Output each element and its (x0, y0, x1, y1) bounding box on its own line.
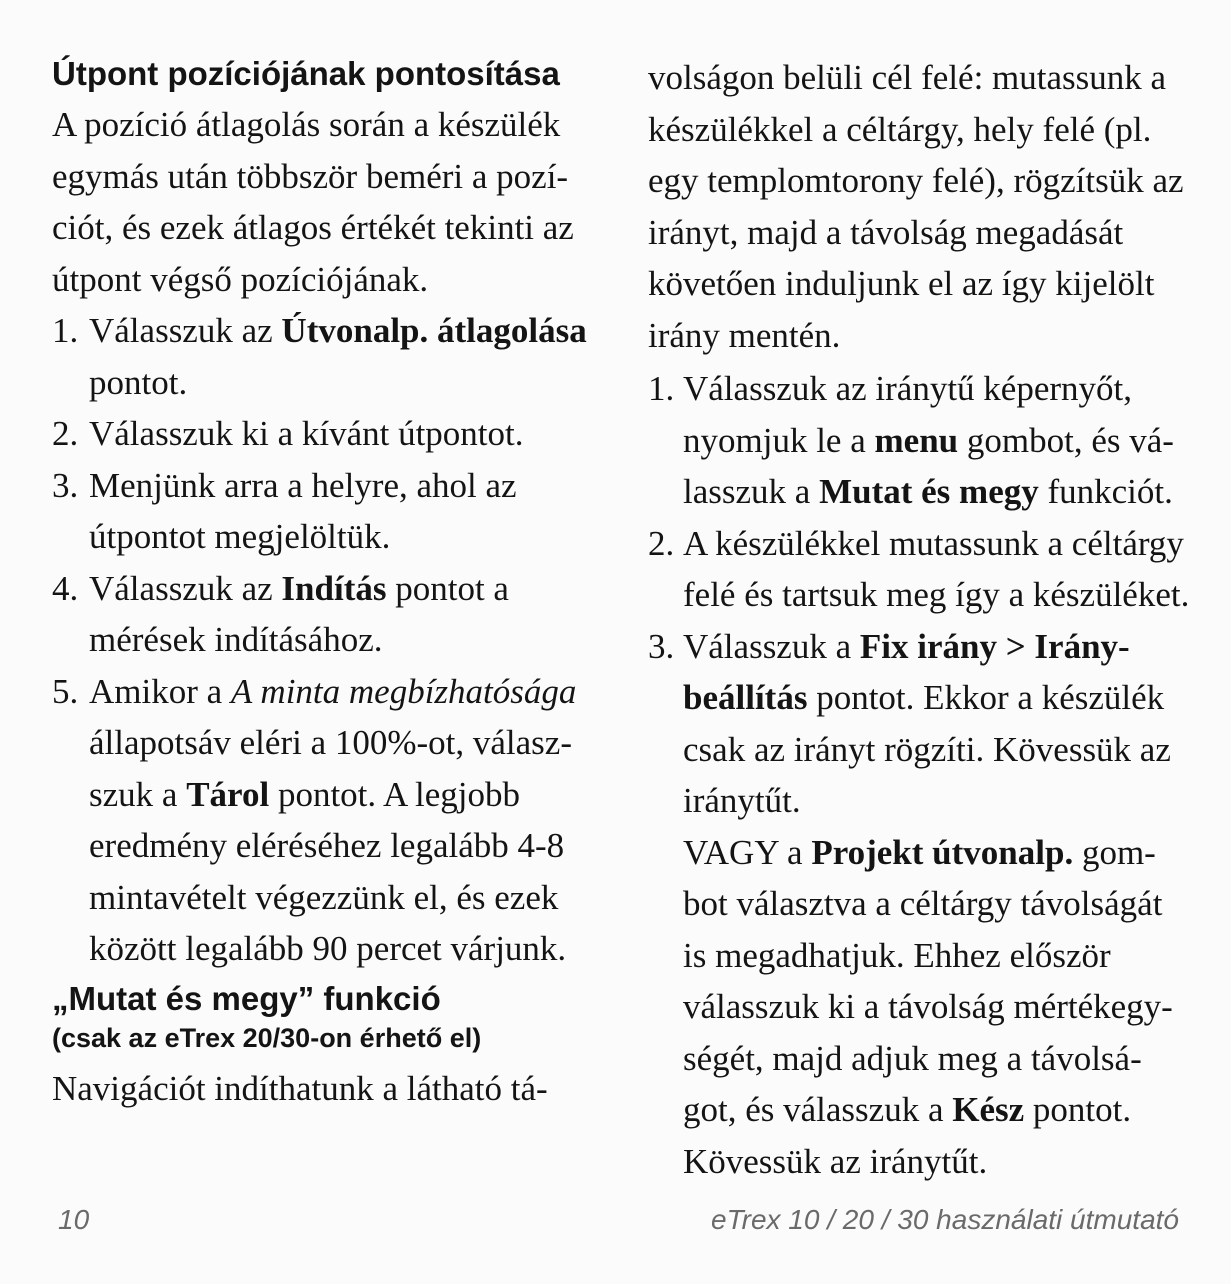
list-item: 2. Válasszuk ki a kívánt útpontot. (52, 408, 612, 460)
menu-option: Projekt útvonalp. (811, 832, 1074, 872)
page-number: 10 (58, 1204, 90, 1235)
right-column (648, 52, 1193, 1187)
menu-option: Kész (952, 1090, 1025, 1129)
menu-option: Tárol (186, 774, 270, 814)
continued-paragraph: volságon belüli cél felé: mutassunk a készülékkel a céltárgy, hely felé (pl. egy templomtorony felé), rögzítsük az irányt, majd a távolság megadását követően induljunk el az így kijelölt irány mentén. (648, 58, 1184, 355)
status-bar-name: A minta megbízhatósága (230, 671, 577, 711)
sight-n-go-paragraph: Navigációt indíthatunk a látható tá- (52, 1068, 548, 1108)
menu-option: Indítás (281, 568, 387, 608)
list-item: 5. Amikor a A minta megbízhatósága állapotsáv eléri a 100%-ot, válasz-szuk a Tárol pontot. A legjobb eredmény eléréséhez legalább 4-8 mintavételt végezzünk el, és ezek között legalább 90 percet várjunk. (52, 666, 612, 975)
step-number: 1. (648, 369, 675, 408)
list-item: 1. Válasszuk az Útvonalp. átlagolása pontot. (52, 305, 612, 408)
left-column (52, 52, 612, 1114)
section-heading-sight-n-go: „Mutat és megy” funkció (52, 979, 441, 1017)
list-item: 3. Válasszuk a Fix irány > Irány-beállítás pontot. Ekkor a készülék csak az irányt rögzíti. Kövessük az iránytűt. VAGY a Projekt útvonalp. gom-bot választva a céltárgy távolságát is megadhatjuk. Ehhez először válasszuk ki a távolság mértékegy-ségét, majd adjuk meg a távolsá-got, és válasszuk a Kész pontot. Kövessük az iránytűt. (648, 621, 1193, 1188)
step-number: 2. (648, 523, 675, 563)
step-number: 3. (52, 465, 79, 505)
list-item: 1. Válasszuk az iránytű képernyőt, nyomjuk le a menu gombot, és vá-lasszuk a Mutat és megy funkciót. (648, 363, 1193, 518)
menu-option: Fix irány > Irány-beállítás (683, 626, 1130, 717)
sight-n-go-steps (648, 363, 1193, 1187)
alternative-instruction: VAGY a Projekt útvonalp. gom-bot választva a céltárgy távolságát is megadhatjuk. Ehhez először válasszuk ki a távolság mértékegy-ségét, majd adjuk meg a távolsá-got, és válasszuk a Kész pontot. Kövessük az iránytűt. (683, 832, 1173, 1181)
list-item: 2. A készülékkel mutassunk a céltárgy felé és tartsuk meg így a készüléket. (648, 518, 1193, 621)
list-item: 4. Válasszuk az Indítás pontot a mérések indításához. (52, 563, 612, 666)
list-item: 3. Menjünk arra a helyre, ahol az útpontot megjelöltük. (52, 460, 612, 563)
step-number: 3. (648, 626, 675, 666)
section-subheading-availability: (csak az eTrex 20/30-on érhető el) (52, 1022, 482, 1053)
step-number: 2. (52, 414, 79, 453)
section-heading-waypoint-averaging: Útpont pozíciójának pontosítása (52, 55, 560, 92)
button-name: menu (874, 420, 959, 460)
step-number: 4. (52, 568, 79, 608)
averaging-steps (52, 305, 612, 975)
menu-option: Mutat és megy (819, 472, 1039, 511)
step-number: 5. (52, 671, 79, 711)
menu-option: Útvonalp. átlagolása (281, 311, 587, 350)
step-number: 1. (52, 311, 79, 350)
intro-paragraph: A pozíció átlagolás során a készülék egymás után többször beméri a pozí-ciót, és ezek átlagos értékét tekinti az útpont végső pozíciójának. (52, 105, 574, 299)
manual-title: eTrex 10 / 20 / 30 használati útmutató (711, 1204, 1179, 1235)
